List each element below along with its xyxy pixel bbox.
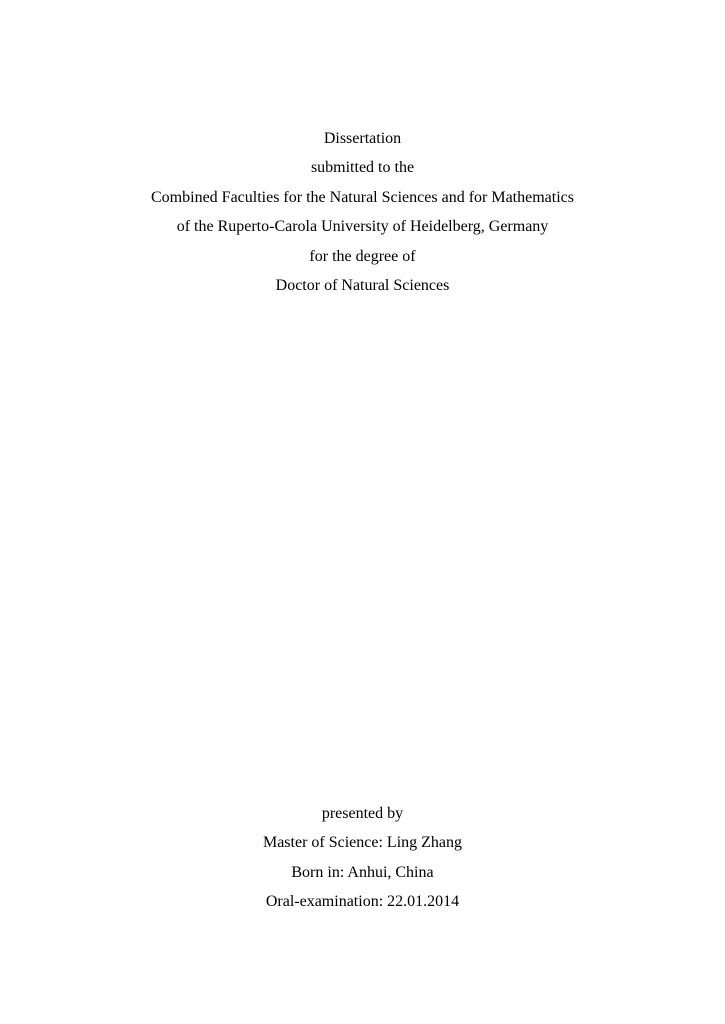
birthplace: Born in: Anhui, China xyxy=(291,863,434,881)
degree-name: Doctor of Natural Sciences xyxy=(275,276,450,294)
oral-examination-date: Oral-examination: 22.01.2014 xyxy=(265,893,460,911)
document-type: Dissertation xyxy=(323,130,402,147)
submission-line: submitted to the xyxy=(310,159,415,177)
degree-intro-line: for the degree of xyxy=(309,247,416,265)
author-details xyxy=(0,799,725,917)
faculty-line: Combined Faculties for the Natural Sciences and for Mathematics xyxy=(151,188,574,206)
university-line: of the Ruperto-Carola University of Heidelberg, Germany xyxy=(176,218,549,236)
author-degree-name: Master of Science: Ling Zhang xyxy=(262,834,463,852)
dissertation-statement xyxy=(0,124,725,300)
presented-by-label: presented by xyxy=(321,805,404,822)
